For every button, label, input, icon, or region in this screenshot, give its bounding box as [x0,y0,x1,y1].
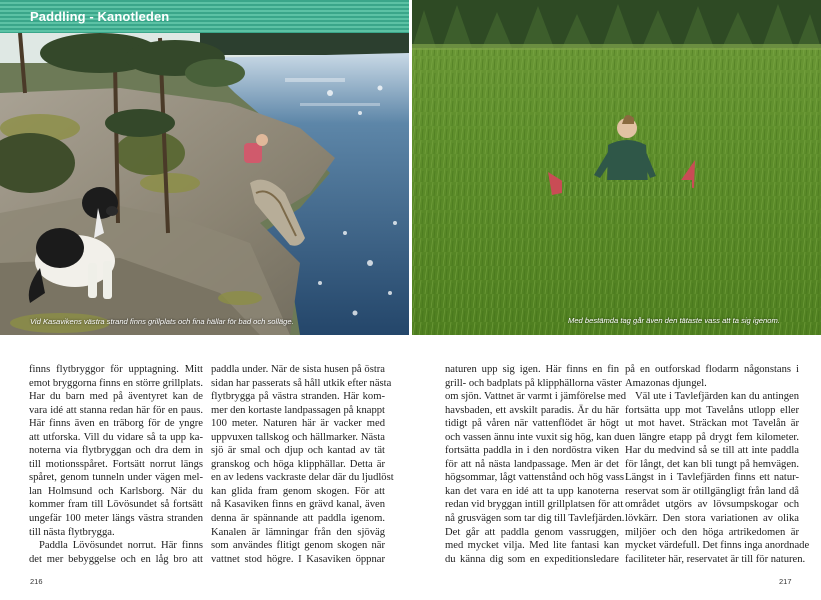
text-line: mer den kortaste landpassagen på knappt [211,404,385,416]
text-line: Det går att paddla genom vassruggen, [445,526,619,538]
text-line: 100 meter. Naturen här är vacker med [211,418,385,430]
text-line: Paddla Lövösundet norrut. Här finns [39,540,203,552]
text-line: att utforska. Vill du vidare så ta upp ka- [29,431,203,443]
text-column-3 [445,363,627,566]
text-line: ut mot havet. Sträckan mot Tavelån är [625,418,799,430]
text-line: Här finns även en träborg för de yngre [29,418,203,430]
text-line: emot bryggorna finns en större grillplats. [29,377,203,389]
text-line: till nästa flytbrygga. [29,526,115,538]
text-line: Kanalen är lämningar från den sjöväg [211,526,385,538]
text-line: tidigt på våren när vattenflödet är högt [445,418,619,430]
photo-paddler-in-reeds [412,0,821,335]
text-column-2 [211,363,394,566]
text-line: grill- och badplats på klipphällorna väster [445,377,622,389]
text-line: granskog och höga klipphällar. Detta är [211,458,385,470]
text-line: Väl ute i Tavlefjärden kan du antingen [635,391,799,403]
text-line: det mer bebyggelse och en låg bro att [29,553,203,565]
text-line: till motionsspåret. Fortsätt norrut längs [29,458,203,470]
text-line: kan glida fram genom skogen. För att [211,485,385,497]
text-line: uppvuxen tallskog och hällmarker. Nästa [211,431,385,443]
text-line: för långt, det kan bli tungt på hemvägen. [625,458,799,470]
text-line: som användes flitigt genom skogen när [211,540,385,552]
text-line: ungefär 100 meter längs västra stranden [29,513,203,525]
text-line: nå Kasaviken finns en grävd kanal, även [211,499,385,511]
text-line: du känna dig som en expeditionsledare [445,553,619,565]
photo-caption-right: Med bestämda tag går även den tätaste vass att ta sig igenom. [568,316,780,325]
page-number-left: 216 [30,577,43,586]
text-line: reservat som är otillgängligt från land då [625,485,799,497]
text-line: mycket värdefull. Det finns inga anordnade [625,540,810,552]
text-line: om sjön. Vattnet är varmt i jämförelse med [445,391,627,403]
text-line: lövkärr. Den stora variationen av olika [625,513,799,525]
text-line: Har du barn med på äventyret kan de [29,391,203,403]
text-line: Amazonas djungel. [625,377,707,389]
text-column-4 [625,363,810,566]
text-line: paddla under. När de sista husen på östra [211,364,385,375]
text-line: flytbrygga på västra stranden. Här kom- [211,391,385,403]
text-line: en av ledens vackraste delar där du ljudlöst [211,472,394,484]
text-line: sjö är smal och djup och kantad av tät [211,445,385,457]
text-line: sidan har passerats så håll utkik efter nästa [211,377,392,389]
photo-shore-with-dog-and-canoe [0,33,409,335]
text-line: nå grusvägen som tar dig till Tavlefjärden. [445,513,625,525]
text-line: och vassen ännu inte vuxit sig hög, kan du [445,431,625,443]
text-line: vara idé att stanna redan här för en paus. [29,404,203,416]
page-number-right: 217 [779,577,792,586]
text-line: fortsätta paddla in i den nordöstra viken [445,445,619,457]
text-line: Har du medvind så se till att inte paddla [625,445,799,457]
text-line: fortsätta upp mot Tavelåns utlopp eller [625,404,799,416]
text-line: Längst in i Tavlefjärden finns ett natur- [625,472,799,484]
text-line: havsbaden, ett avskilt paradis. Är du här [445,404,619,416]
photo-caption-left: Vid Kasavikens västra strand finns grillplats och fina hällar för bad och solläge. [30,317,294,326]
section-header-band [0,0,409,33]
text-line: med mycket vilja. Med lite fantasi kan [445,540,619,552]
text-line: kan det vara en idé att ta upp kanoterna [445,485,619,497]
text-line: miljöer och den höga artrikedomen är [625,526,799,538]
text-line: högsommar, lågt vattenstånd och hög vass [445,472,625,484]
text-line: spåret, genom tunneln under vägen mel- [29,472,203,484]
text-line: lan Holmsund och Karlsborg. När du [29,485,203,497]
text-line: naturen upp sig igen. Här finns en fin [445,364,619,375]
section-title: Paddling - Kanotleden [30,9,170,24]
text-line: faciliteter här, reservatet är till för naturen. [625,553,806,565]
text-line: området utgörs av lövsumpskogar och [625,499,799,511]
text-line: en längre etapp på drygt fem kilometer. [625,431,799,443]
text-line: kommer fram till Lövösundet så fortsätt [29,499,203,511]
text-column-1 [29,363,203,566]
text-line: redan vid bryggan intill grillplatsen för att [445,499,624,511]
text-line: denna är spännande att paddla igenom. [211,513,385,525]
text-line: noterna via flytbryggan och dra dem in [29,445,203,457]
text-line: för att nå nästa landpassage. Men är det [445,458,619,470]
text-line: finns flytbryggor för upptagning. Mitt [29,364,203,375]
text-line: vattnet stod högre. I Kasaviken öppnar [211,553,385,565]
text-line: på en outforskad flodarm någonstans i [625,364,799,375]
